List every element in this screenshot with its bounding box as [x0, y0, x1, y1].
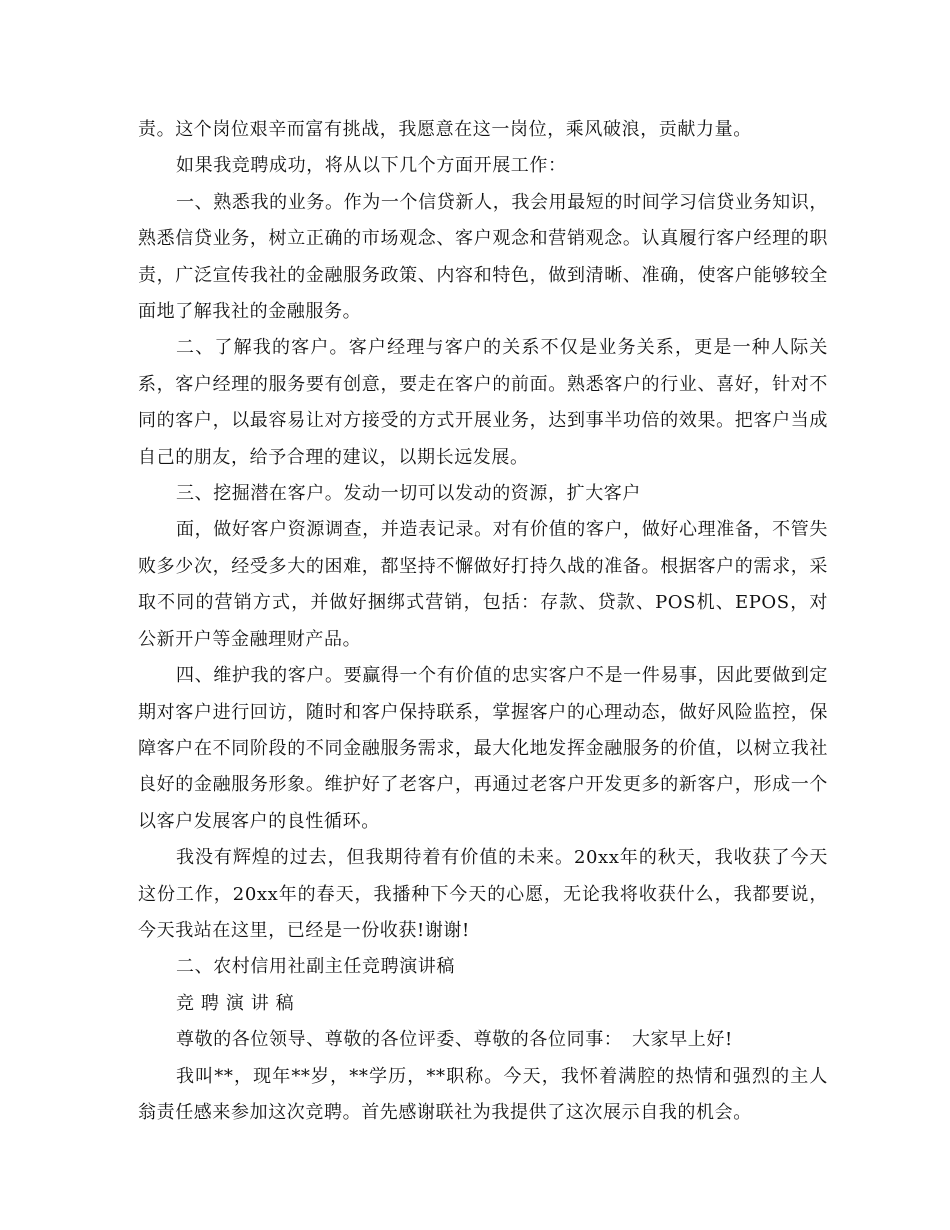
paragraph: 如果我竞聘成功，将从以下几个方面开展工作： — [176, 155, 567, 177]
paragraph: 二、了解我的客户。客户经理与客户的关系不仅是业务关系，更是一种人际关系，客户经理的服务要有创意，要走在客户的前面。熟悉客户的行业、喜好，针对不同的客户，以最容易让对方接受的方式开展业务，达到事半功倍的效果。把客户当成自己的朋友，给予合理的建议，以期长远发展。 — [138, 337, 828, 468]
paragraph: 我没有辉煌的过去，但我期待着有价值的未来。20xx年的秋天，我收获了今天这份工作，20xx年的春天，我播种下今天的心愿，无论我将收获什么，我都要说，今天我站在这里，已经是一份收获!谢谢! — [138, 847, 828, 941]
paragraph: 我叫**，现年**岁，**学历，**职称。今天，我怀着满腔的热情和强烈的主人翁责任感来参加这次竞聘。首先感谢联社为我提供了这次展示自我的机会。 — [138, 1065, 828, 1123]
paragraph: 责。这个岗位艰辛而富有挑战，我愿意在这一岗位，乘风破浪，贡献力量。 — [138, 119, 752, 140]
paragraph: 四、维护我的客户。要赢得一个有价值的忠实客户不是一件易事，因此要做到定期对客户进行回访，随时和客户保持联系，掌握客户的心理动态，做好风险监控，保障客户在不同阶段的不同金融服务需求，最大化地发挥金融服务的价值，以树立我社良好的金融服务形象。维护好了老客户，再通过老客户开发更多的新客户，形成一个以客户发展客户的良性循环。 — [138, 665, 828, 832]
paragraph: 三、挖掘潜在客户。发动一切可以发动的资源，扩大客户 — [176, 483, 641, 505]
section-heading: 二、农村信用社副主任竞聘演讲稿 — [176, 956, 455, 978]
document-body — [138, 112, 828, 1131]
speech-title: 竞 聘 演 讲 稿 — [176, 992, 295, 1014]
greeting: 尊敬的各位领导、尊敬的各位评委、尊敬的各位同事： 大家早上好! — [176, 1029, 733, 1051]
paragraph: 一、熟悉我的业务。作为一个信贷新人，我会用最短的时间学习信贷业务知识，熟悉信贷业务，树立正确的市场观念、客户观念和营销观念。认真履行客户经理的职责，广泛宣传我社的金融服务政策、内容和特色，做到清晰、准确，使客户能够较全面地了解我社的金融服务。 — [138, 191, 828, 323]
paragraph: 面，做好客户资源调查，并造表记录。对有价值的客户，做好心理准备，不管失败多少次，经受多大的困难，都坚持不懈做好打持久战的准备。根据客户的需求，采取不同的营销方式，并做好捆绑式营销，包括：存款、贷款、POS机、EPOS，对公新开户等金融理财产品。 — [138, 519, 828, 650]
